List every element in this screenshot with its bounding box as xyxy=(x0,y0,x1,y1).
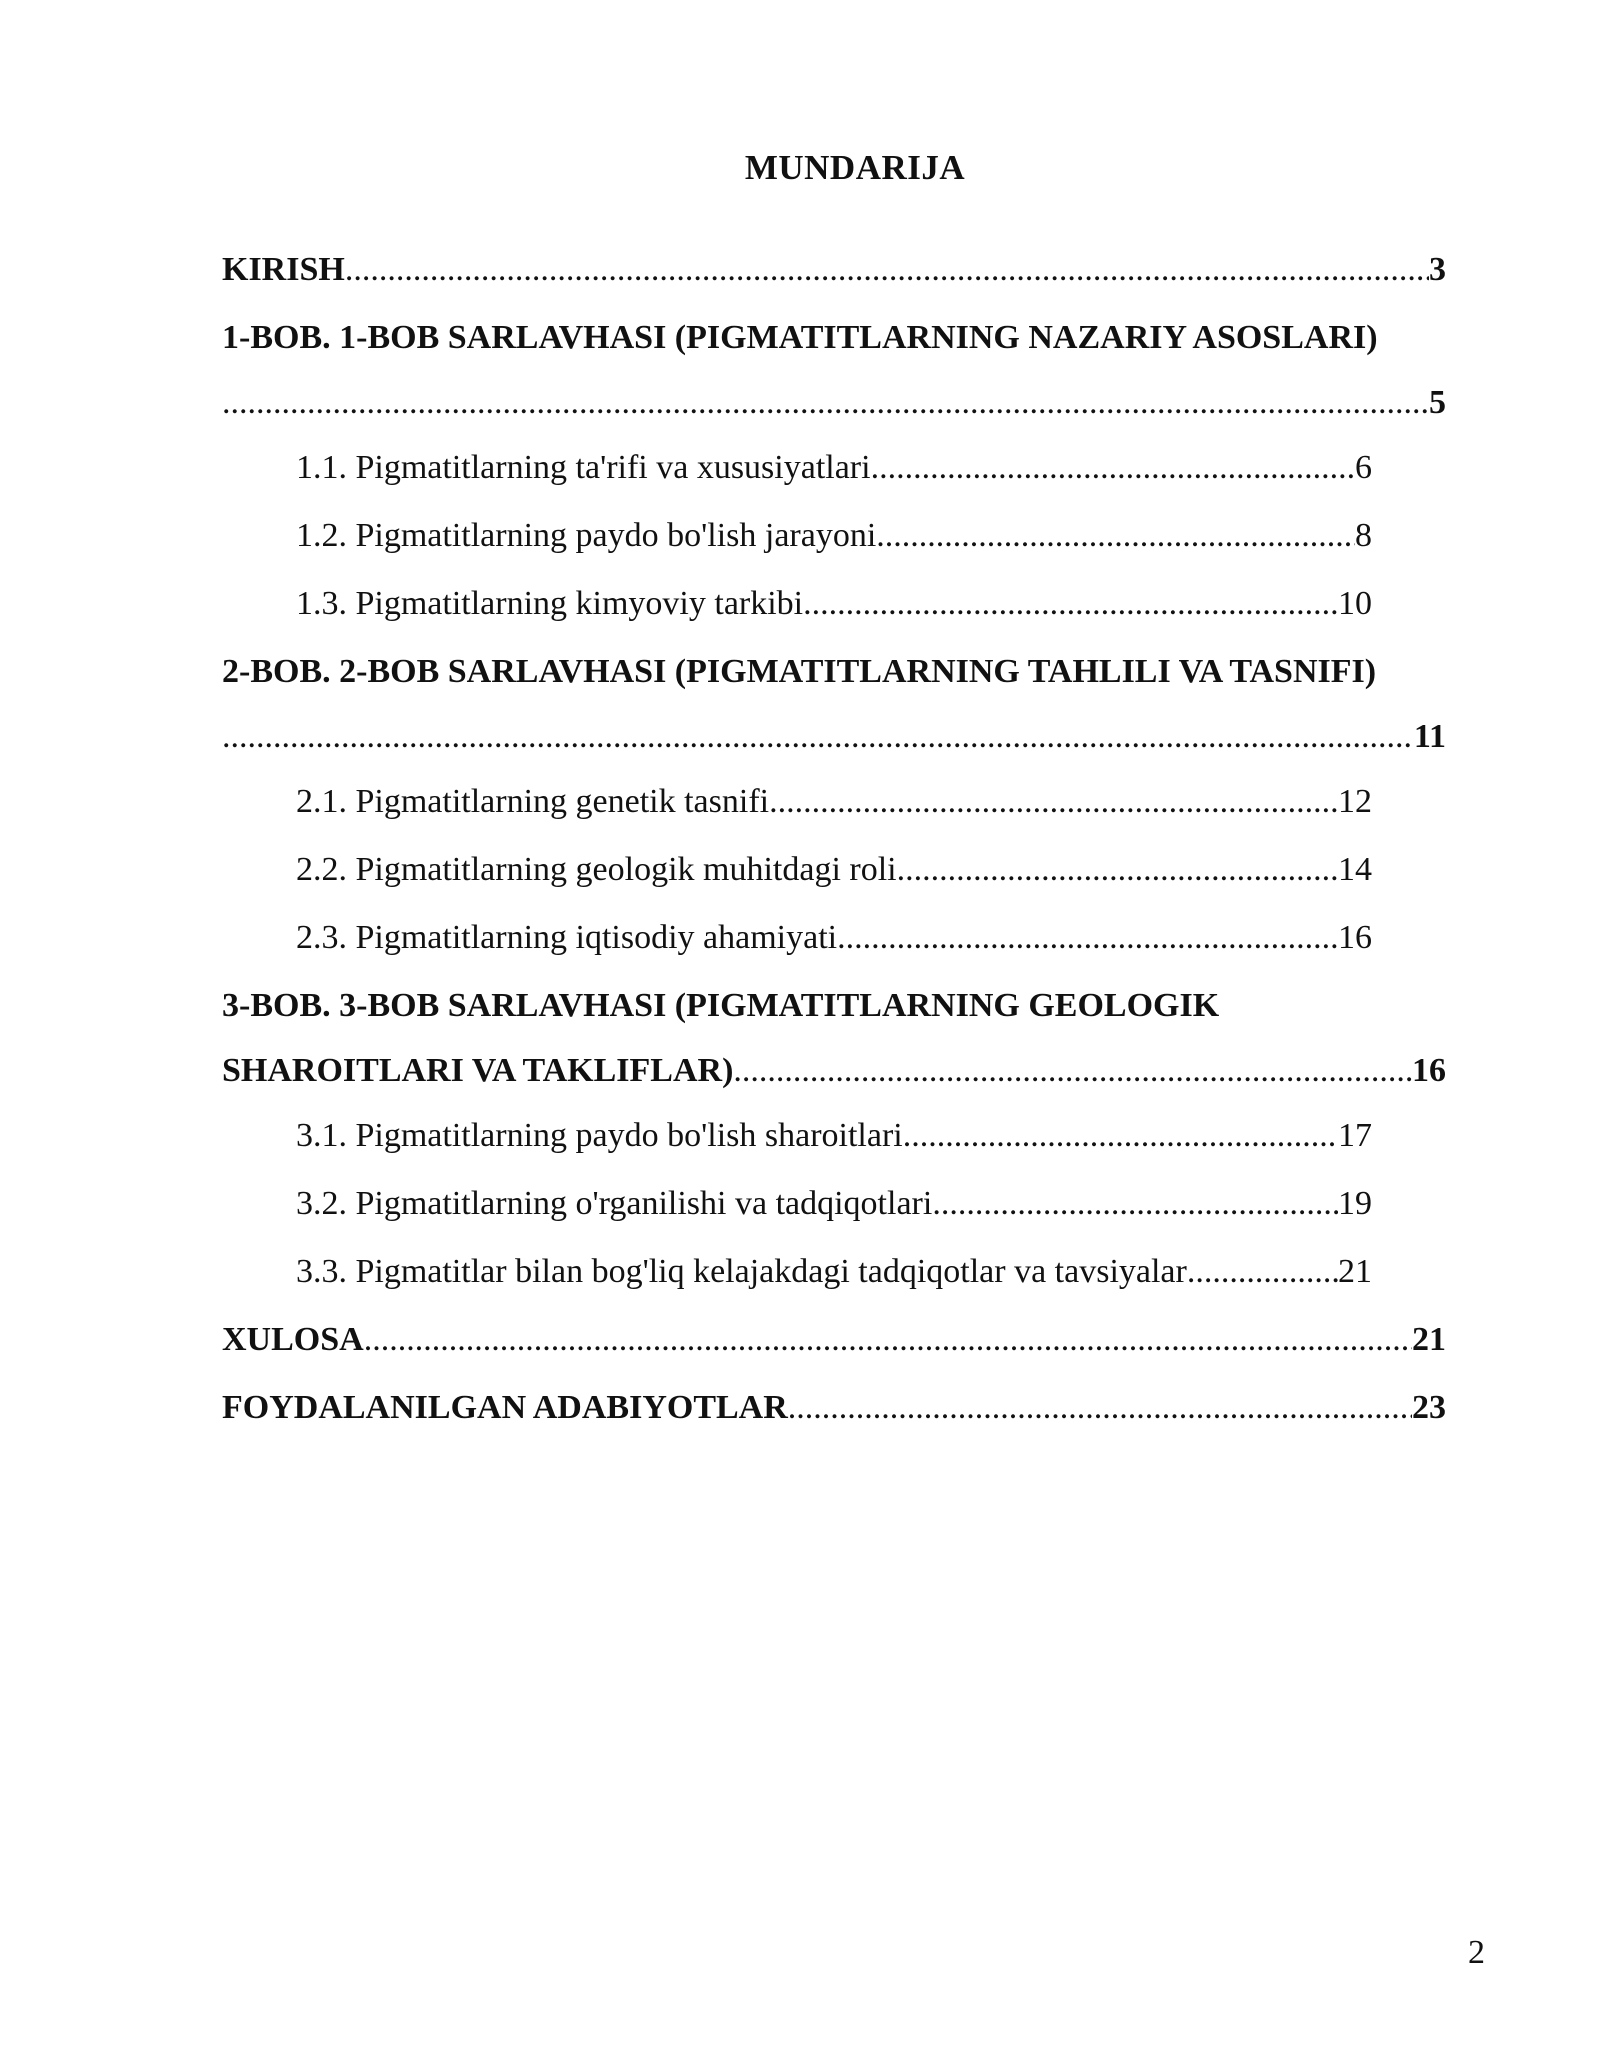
dot-leader xyxy=(769,768,1338,836)
toc-entry-section-2-2[interactable] xyxy=(296,836,1372,904)
toc-entry-page: 8 xyxy=(1355,517,1372,554)
toc-entry-page: 21 xyxy=(1338,1253,1372,1290)
toc-entry-section-2-3[interactable] xyxy=(296,904,1372,972)
toc-entry-section-3-3[interactable] xyxy=(296,1238,1372,1306)
page-number: 2 xyxy=(1468,1934,1485,1971)
toc-entry-page: 17 xyxy=(1338,1117,1372,1154)
toc-entry-page: 14 xyxy=(1338,851,1372,888)
toc-entry-page: 11 xyxy=(1413,718,1446,755)
toc-entry-label-line2: SHAROITLARI VA TAKLIFLAR) xyxy=(222,1052,734,1089)
toc-entry-references[interactable] xyxy=(222,1374,1446,1442)
toc-entry-label: 3.1. Pigmatitlarning paydo bo'lish sharoitlari xyxy=(296,1117,903,1154)
toc-entry-section-3-1[interactable] xyxy=(296,1102,1372,1170)
toc-entry-kirish[interactable] xyxy=(222,236,1446,304)
dot-leader xyxy=(345,236,1429,304)
toc-entry-chapter-3[interactable] xyxy=(222,972,1446,1102)
dot-leader xyxy=(222,372,1429,434)
dot-leader xyxy=(876,502,1355,570)
toc-entry-label: 3.2. Pigmatitlarning o'rganilishi va tadqiqotlari xyxy=(296,1185,933,1222)
toc-entry-xulosa[interactable] xyxy=(222,1306,1446,1374)
dot-leader xyxy=(803,570,1338,638)
toc-entry-label-line1: 3-BOB. 3-BOB SARLAVHASI (PIGMATITLARNING GEOLOGIK xyxy=(222,987,1220,1024)
toc-entry-page: 5 xyxy=(1429,384,1446,421)
dot-leader xyxy=(788,1374,1412,1442)
toc-entry-page: 3 xyxy=(1429,251,1446,288)
toc-entry-label: 1.1. Pigmatitlarning ta'rifi va xususiyatlari xyxy=(296,449,871,486)
toc-entry-page: 19 xyxy=(1338,1185,1372,1222)
toc-entry-label: KIRISH xyxy=(222,251,345,288)
toc-entry-chapter-2[interactable] xyxy=(222,638,1446,768)
toc-entry-page: 16 xyxy=(1412,1052,1446,1089)
toc-entry-section-1-2[interactable] xyxy=(296,502,1372,570)
toc-entry-label: 2.1. Pigmatitlarning genetik tasnifi xyxy=(296,783,770,820)
dot-leader xyxy=(837,904,1338,972)
toc-entry-label: 2.3. Pigmatitlarning iqtisodiy ahamiyati xyxy=(296,919,838,956)
toc-entry-page: 12 xyxy=(1338,783,1372,820)
dot-leader xyxy=(897,836,1338,904)
toc-entry-label: XULOSA xyxy=(222,1321,364,1358)
toc-entry-label: 2-BOB. 2-BOB SARLAVHASI (PIGMATITLARNING TAHLILI VA TASNIFI) xyxy=(222,653,1377,690)
dot-leader xyxy=(1187,1238,1338,1306)
toc-entry-page: 16 xyxy=(1338,919,1372,956)
toc-entry-label: 3.3. Pigmatitlar bilan bog'liq kelajakdagi tadqiqotlar va tavsiyalar xyxy=(296,1253,1187,1290)
dot-leader xyxy=(932,1170,1338,1238)
toc-entry-label: 2.2. Pigmatitlarning geologik muhitdagi roli xyxy=(296,851,897,888)
page-title: MUNDARIJA xyxy=(744,148,966,187)
table-of-contents xyxy=(222,236,1446,1442)
toc-entry-page: 6 xyxy=(1355,449,1372,486)
toc-entry-page: 23 xyxy=(1412,1389,1446,1426)
toc-entry-page: 21 xyxy=(1412,1321,1446,1358)
dot-leader xyxy=(903,1102,1338,1170)
toc-entry-chapter-1[interactable] xyxy=(222,304,1446,434)
toc-entry-section-1-3[interactable] xyxy=(296,570,1372,638)
dot-leader xyxy=(364,1306,1412,1374)
toc-entry-label: 1.3. Pigmatitlarning kimyoviy tarkibi xyxy=(296,585,804,622)
dot-leader xyxy=(222,706,1414,768)
toc-entry-section-2-1[interactable] xyxy=(296,768,1372,836)
toc-entry-page: 10 xyxy=(1338,585,1372,622)
toc-entry-label: 1-BOB. 1-BOB SARLAVHASI (PIGMATITLARNING NAZARIY ASOSLARI) xyxy=(222,319,1378,356)
dot-leader xyxy=(733,1040,1412,1102)
toc-entry-section-1-1[interactable] xyxy=(296,434,1372,502)
dot-leader xyxy=(871,434,1355,502)
toc-entry-label: 1.2. Pigmatitlarning paydo bo'lish jarayoni xyxy=(296,517,877,554)
toc-entry-label: FOYDALANILGAN ADABIYOTLAR xyxy=(222,1389,788,1426)
toc-entry-section-3-2[interactable] xyxy=(296,1170,1372,1238)
